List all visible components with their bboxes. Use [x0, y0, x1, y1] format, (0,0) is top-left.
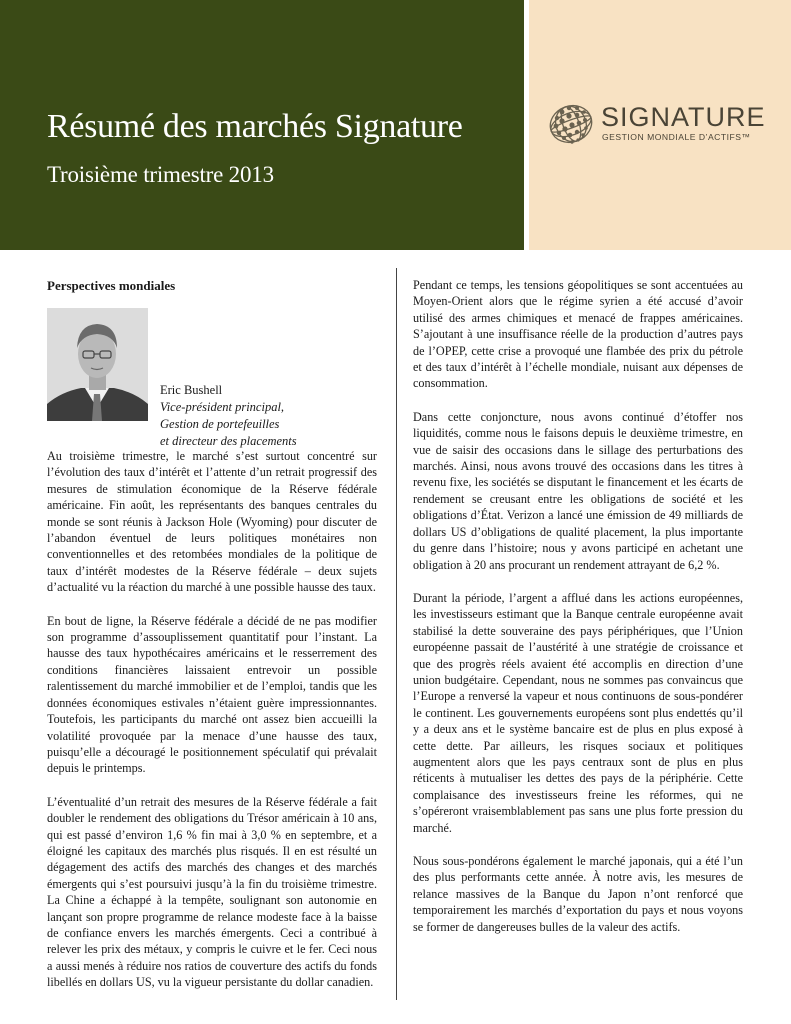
author-title: Vice-président principal, Gestion de portefeuilles et directeur des placements: [160, 400, 297, 448]
logo-wordmark: SIGNATURE: [601, 102, 766, 132]
column-divider: [396, 268, 397, 1000]
author-info: [160, 382, 297, 450]
body-paragraph: Pendant ce temps, les tensions géopolitiques se sont accentuées au Moyen-Orient alors que le régime syrien a été accusé d’avoir utilisé des armes chimiques et menacé de frappes américaines. S’ajoutant à une insuffisance réelle de la production d’autres pays de l’OPEP, cette crise a provoqué une flambée des prix du pétrole et des taux d’intérêt à l’échelle mondiale, nuisant aux dépenses de consommation.: [413, 278, 743, 391]
header-banner: [0, 0, 524, 250]
author-portrait: [47, 308, 148, 421]
signature-logo: [547, 98, 777, 154]
body-paragraph: L’éventualité d’un retrait des mesures de la Réserve fédérale a fait doubler le rendement des obligations du Trésor américain à 10 ans, qui est passé d’environ 1,6 % fin mai à 3,0 % en septembre, et a éloigné les capitaux des marchés plus risqués. Il en est résulté un dégagement des actifs des marchés des changes et des marchés émergents qui s’est poursuivi jusqu’à la fin du troisième trimestre. La Chine a échappé à la tempête, soulignant son autonomie en lançant son propre programme de relance modeste face à la baisse de confiance envers les marchés émergents. Ceci a contribué à relever les prix des métaux, y compris le cuivre et le fer. Ceci nous a aussi menés à réduire nos ratios de couverture des actifs du fonds libellés en dollars US, vu la vigueur persistante du dollar canadien.: [47, 794, 377, 990]
page-subtitle: Troisième trimestre 2013: [47, 162, 274, 187]
body-paragraph: Dans cette conjoncture, nous avons continué d’étoffer nos liquidités, comme nous le faisons depuis le deuxième trimestre, en vue de saisir des occasions dans le sillage des perturbations des marchés. Ainsi, nous avons trouvé des occasions dans les titres à revenu fixe, les sociétés se disputant le financement et les écarts de rendement se creusant entre les obligations de société et les obligations d’État. Verizon a lancé une émission de 49 milliards de dollars US d’obligations de qualité placement, la plus importante du genre dans l’histoire; nous y avons participé en achetant une obligation à 20 ans procurant un rendement attrayant de 6,2 %.: [413, 409, 743, 572]
section-heading: Perspectives mondiales: [47, 278, 176, 293]
left-column: [47, 277, 377, 1008]
body-paragraph: Nous sous-pondérons également le marché japonais, qui a été l’un des plus performants cette année. À notre avis, les mesures de relance massives de la Banque du Japon n’ont renforcé que temporairement les marchés d’exportation du pays et nous voyons se former de dangereuses bulles de la valeur des actifs.: [413, 854, 743, 934]
author-block: [47, 308, 377, 448]
right-column: [413, 277, 743, 952]
body-paragraph: En bout de ligne, la Réserve fédérale a décidé de ne pas modifier son programme d’assouplissement quantitatif pour l’instant. La hausse des taux hypothécaires américains et le resserrement des conditions financières laissaient entrevoir un possible ralentissement du marché immobilier et de l’emploi, tandis que les données économiques estivales n’étaient guère impressionnantes. Toutefois, les participants du marché ont assez bien accueilli la volatilité provoquée par la menace d’une hausse des taux, puisqu’elle a découragé le positionnement spéculatif qui prévalait depuis le printemps.: [47, 613, 377, 776]
body-paragraph: Au troisième trimestre, le marché s’est surtout concentré sur l’évolution des taux d’intérêt et l’attente d’un retrait progressif des mesures de stimulation économique de la Réserve fédérale américaine. Fin août, les représentants des banques centrales du monde se sont réunis à Jackson Hole (Wyoming) pour discuter de l’abandon éventuel de leurs politiques monétaires non conventionnelles et des retombées mondiales de la politique de taux d’intérêt modestes de la Réserve fédérale – deux sujets d’actualité vu la réaction du marché à une possible hausse des taux.: [47, 449, 377, 595]
author-name: Eric Bushell: [160, 383, 223, 397]
logo-tagline: GESTION MONDIALE D’ACTIFS™: [602, 132, 751, 142]
page-title: Résumé des marchés Signature: [47, 108, 463, 145]
body-paragraph: Durant la période, l’argent a afflué dans les actions européennes, les investisseurs estimant que la Banque centrale européenne avait stabilisé la dette souveraine des pays périphériques, que l’Union européenne passait de l’austérité à une stratégie de croissance et que des progrès réels avaient été accomplis en direction d’une union budgétaire. Cependant, nous ne sommes pas convaincus que l’Europe a renversé la vapeur et nous continuons de sous-pondérer le continent. Les gouvernements européens sont plus endettés qu’il y a deux ans et le système bancaire est de plus en plus exposé à cette dette. Par ailleurs, les risques sociaux et politiques augmentent alors que les pays centraux sont de plus en plus réticents à mutualiser les dettes des pays de la périphérie. Cette complaisance des investisseurs freine les réformes, qui ne s’opéreront vraisemblablement pas sans une plus forte pression du marché.: [413, 590, 743, 835]
globe-icon: [547, 100, 595, 148]
